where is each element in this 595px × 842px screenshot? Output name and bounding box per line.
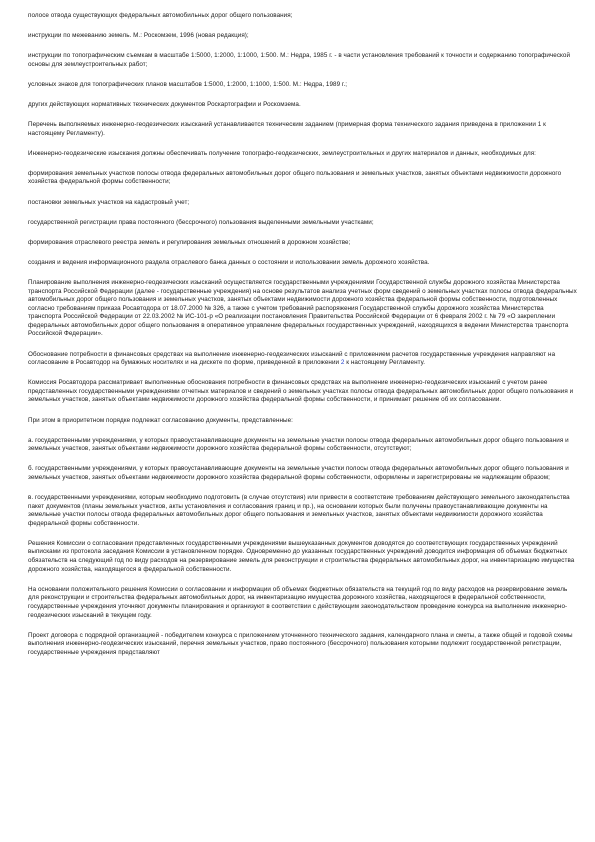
paragraph-16: При этом в приоритетном порядке подлежат согласованию документы, представленные:	[28, 416, 293, 424]
paragraph-1: полосе отвода существующих федеральных автомобильных дорог общего пользования;	[28, 12, 293, 19]
paragraph-20: Решения Комиссии о согласовании представленных государственными учреждениями вышеуказанных документов доводятся до соответствующих государственных учреждений выписками из протокола заседания Комиссии в установленном порядке. Одновременно до указанных государственных учреждений доводится информация об объемах бюджетных обязательств на следующий год по виду расходов на резервирование земель для реконструкции и строительства федеральных автомобильных дорог, на инвентаризацию имущества дорожного хозяйства, находящегося в федеральной собственности.	[28, 539, 575, 573]
paragraph-21: На основании положительного решения Комиссии о согласовании и информации об объемах бюджетных обязательств на текущий год по виду расходов на резервирование земель для реконструкции и строительства федеральных автомобильных дорог, на инвентаризацию имущества дорожного хозяйства, находящегося в федеральной собственности, государственные учреждения уточняют документы планирования и организуют в соответствии с действующим законодательством проведение конкурса на выполнение инженерно-геодезических изысканий в текущем году.	[28, 585, 568, 619]
paragraph-19: в. государственными учреждениями, которым необходимо подготовить (в случае отсутствия) или привести в соответствие требованиям действующего земельного законодательства пакет документов (планы земельных участков, акты установления и согласования границ и пр.), на основании которых были получены правоустанавливающие документы на земельные участки полосы отвода федеральных автомобильных дорог общего пользования и земельных участков, занятых объектами недвижимости дорожного хозяйства федеральной формы собственности.	[28, 494, 570, 527]
paragraph-2: инструкции по межеванию земель. М.: Роскомзем, 1996 (новая редакция);	[28, 32, 249, 40]
paragraph-7: Инженерно-геодезические изыскания должны обеспечивать получение топографо-геодезических, землеустроительных и других материалов и данных, необходимых для:	[28, 149, 536, 157]
paragraph-22: Проект договора с подрядной организацией - победителем конкурса с приложением уточненного технического задания, календарного плана и сметы, а также общей и годовой схемы выполнения инженерно-геодезических изысканий, перечня земельных участков, право постоянного (бессрочного) пользования которыми подлежит государственной регистрации, государственные учреждения представляют	[28, 631, 573, 656]
paragraph-8: формирования земельных участков полосы отвода федеральных автомобильных дорог общего пользования и земельных участков, занятых объектами недвижимости дорожного хозяйства федеральной формы собственности;	[28, 169, 562, 186]
paragraph-12: создания и ведения информационного раздела отраслевого банка данных о состоянии и использовании земель дорожного хозяйства.	[28, 258, 430, 266]
paragraph-4: условных знаков для топографических планов масштабов 1:5000, 1:2000, 1:1000, 1:500. М.: Недра, 1989 г.;	[28, 80, 348, 88]
paragraph-5: других действующих нормативных технических документов Роскартографии и Роскомзема.	[28, 100, 301, 108]
appendix-1-link[interactable]: 1	[537, 121, 542, 129]
paragraph-17: а. государственными учреждениями, у которых правоустанавливающие документы на земельные участки полосы отвода федеральных автомобильных дорог общего пользования и земельных участков, занятых объектами недвижимости дорожного хозяйства федеральной формы собственности, отсутствуют;	[28, 436, 569, 453]
paragraph-13: Планирование выполнения инженерно-геодезических изысканий осуществляется государственными учреждениями Государственной службы дорожного хозяйства Министерства транспорта Российской Федерации (далее - государственные учреждения) на основе результатов анализа учетных форм сведений о земельных участках полосы отвода федеральных автомобильных дорог общего пользования и земельных участков, занятых объектами недвижимости дорожного хозяйства федеральной формы собственности, подготовленных согласно требованиям приказа Росавтодора от 18.07.2000 № 326, а также с учетом требований распоряжения Государственной службы дорожного хозяйства Министерства транспорта Российской Федерации от 22.03.2002 № ИС-101-р «О реализации постановления Правительства Российской Федерации от 6 февраля 2002 г. № 79 «О закреплении федеральных автомобильных дорог общего пользования в оперативное управление федеральных государственных учреждений, находящихся в ведении Министерства транспорта Российской Федерации».	[28, 278, 577, 338]
paragraph-6: Перечень выполняемых инженерно-геодезических изысканий устанавливается техническим заданием (примерная форма технического задания приведена в приложении 1 к настоящему Регламенту).	[28, 121, 546, 137]
paragraph-18: б. государственными учреждениями, у которых правоустанавливающие документы на земельные участки полосы отвода федеральных автомобильных дорог общего пользования и земельных участков, занятых объектами недвижимости дорожного хозяйства федеральной формы собственности, оформлены и зарегистрированы не надлежащим образом;	[28, 465, 569, 481]
paragraph-14: Обоснование потребности в финансовых средствах на выполнение инженерно-геодезических изысканий с приложением расчетов государственные учреждения направляют на согласование в Росавтодор на бумажных носителях и на дискете по форме, приведенной в приложении 2 к настоящему Регламенту.	[28, 350, 556, 367]
paragraph-3: инструкции по топографическим съемкам в масштабе 1:5000, 1:2000, 1:1000, 1:500. М.: Недра, 1985 г. - в части установления требований к точности и содержанию топографической основы для землеустроительных работ;	[28, 52, 571, 68]
paragraph-10: государственной регистрации права постоянного (бессрочного) пользования выделенными земельными участками;	[28, 218, 374, 226]
paragraph-15: Комиссия Росавтодора рассматривает выполненные обоснования потребности в финансовых средствах на выполнение инженерно-геодезических изысканий с учетом ранее представленных государственными учреждениями отчетных материалов и сведений о земельных участках полосы отвода федеральных автомобильных дорог общего пользования и земельных участков, занятых объектами недвижимости дорожного хозяйства федеральной формы собственности, и принимает решение об их согласовании.	[28, 379, 574, 404]
appendix-2-link[interactable]: 2	[340, 359, 345, 367]
paragraph-11: формирования отраслевого реестра земель и регулирования земельных отношений в дорожном хозяйстве;	[28, 238, 351, 246]
paragraph-9: постановки земельных участков на кадастровый учет;	[28, 198, 190, 206]
